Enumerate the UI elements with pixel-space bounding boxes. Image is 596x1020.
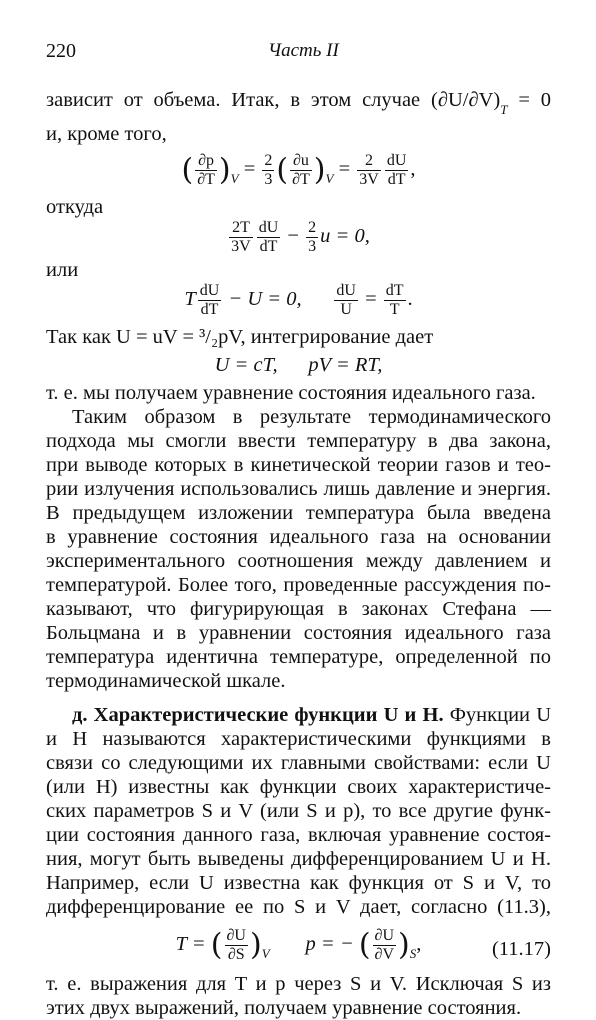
text-line: температура идентична температуре, определенной по <box>46 646 551 669</box>
text-line: т. е. мы получаем уравнение состояния идеального газа. <box>46 382 536 405</box>
text-line: термодинамической шкале. <box>46 670 286 693</box>
text-line: связи со следующими их главными свойствами: если U <box>46 752 551 775</box>
text-line: экспериментального соотношения между давлением и <box>46 550 551 573</box>
text-line: и H называются характеристическими функциями в <box>46 728 551 751</box>
text-line: этих двух выражений, получаем уравнение состояния. <box>46 997 522 1020</box>
running-title: Часть II <box>268 40 339 61</box>
text-line: температурой. Более того, проведенные рассуждения по- <box>46 574 551 597</box>
equation-4: U = cT, pV = RT, <box>214 354 383 377</box>
text-line: Так как U = uV = ³/₂pV, интегрирование дает <box>46 326 434 349</box>
text-line: ских параметров S и V (или S и p), то все другие функ- <box>46 800 551 823</box>
text-line: откуда <box>46 196 104 219</box>
equation-11-17: T = ( $\frac{\partial U}{\partial S}$ )$_V$ p = − ( $\frac{\partial U}{\partial V}$ )$_S$, (11.17) <box>175 927 551 964</box>
text-line: или <box>46 259 79 282</box>
text-line: Например, если U известна как функция от S и V, то <box>46 872 551 895</box>
text-line: при выводе которых в кинетической теории газов и тео- <box>46 454 551 477</box>
text-line: (или H) известны как функции своих характеристиче- <box>46 776 551 799</box>
text-line: Больцмана и в уравнении состояния идеального газа <box>46 622 551 645</box>
text-line: зависит от объема. Итак, в этом случае $(\partial U/\partial V)_T = 0$ <box>46 89 551 117</box>
text-line: в уравнение состояния идеального газа на основании <box>46 526 551 549</box>
section-heading: д. Характеристические функции U и H. Функции U <box>72 704 551 727</box>
text-line: дифференцирование ее по S и V дает, согласно (11.3), <box>46 896 551 919</box>
paragraph-temperature <box>46 405 551 693</box>
page-body <box>46 88 551 1020</box>
equation-1: ( $\frac{\partial p}{\partial T}$ )$_V$ = $\frac{2}{3}$ ( $\frac{\partial u}{\partial T}$ )$_V$ = $\frac{2}{3V}$ $\frac{dU}{dT}$ , <box>181 152 416 188</box>
equation-number: (11.17) <box>491 938 551 961</box>
text-line: т. е. выражения для T и p через S и V. Исключая S из <box>46 973 551 996</box>
equation-3: T $\frac{dU}{dT}$ − U = 0, $\frac{dU}{U}$ = $\frac{dT}{T}$ . <box>184 282 413 319</box>
text-line: казывают, что фигурирующая в законах Стефана — <box>46 598 551 621</box>
page-header <box>0 40 596 66</box>
text-line: ции состояния данного газа, включая уравнение состоя- <box>46 824 551 847</box>
text-line: В предыдущем изложении температура была введена <box>46 502 551 525</box>
text-line: подхода мы смогли ввести температуру в два закона, <box>46 430 551 453</box>
page-number: 220 <box>46 40 76 62</box>
section-characteristic-functions <box>46 703 551 919</box>
text-line: рии излучения использовались лишь давление и энергия. <box>46 478 551 501</box>
text-line: Таким образом в результате термодинамического <box>72 406 551 429</box>
text-line: и, кроме того, <box>46 123 167 145</box>
text-line: ния, могут быть выведены дифференцированием U и H. <box>46 848 551 871</box>
equation-2: $\frac{2T}{3V}$ $\frac{dU}{dT}$ − $\frac{2}{3}$ u = 0, <box>231 219 370 256</box>
